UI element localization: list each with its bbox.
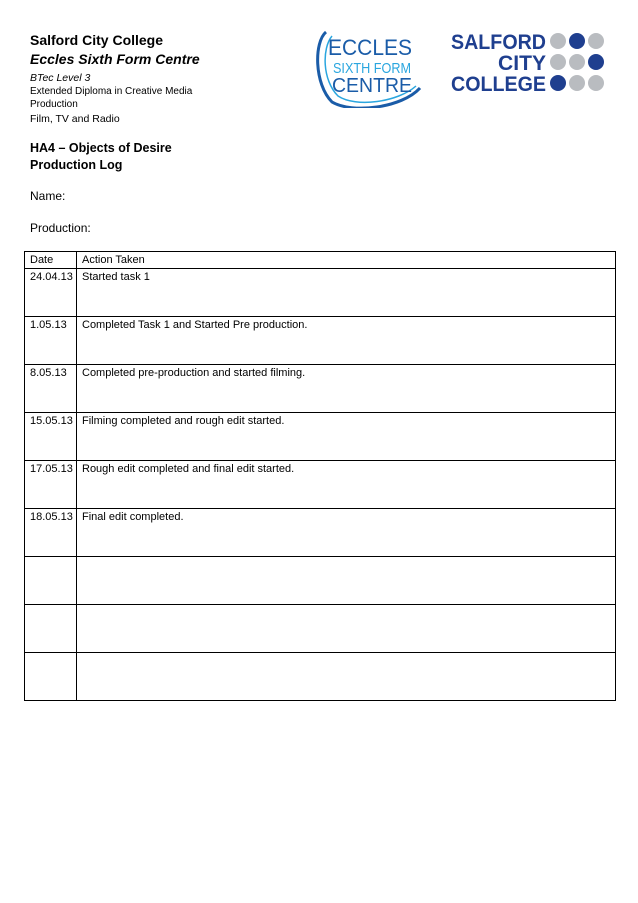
column-header-action: Action Taken (77, 252, 616, 269)
column-header-date: Date (25, 252, 77, 269)
college-name: Salford City College (30, 32, 164, 48)
course-strand: Film, TV and Radio (30, 113, 120, 125)
salford-logo-line3: COLLEGE (451, 73, 546, 95)
logo-dot (550, 54, 566, 70)
salford-logo-line1: SALFORD (451, 31, 546, 54)
action-cell: Completed Task 1 and Started Pre production. (77, 317, 616, 365)
table-row (25, 605, 616, 653)
date-cell: 8.05.13 (25, 365, 77, 413)
eccles-logo-line1: ECCLES (328, 35, 412, 60)
logo-dot (550, 75, 566, 91)
document-header (30, 31, 290, 126)
name-label: Name: (30, 189, 66, 203)
date-cell: 18.05.13 (25, 509, 77, 557)
table-row (25, 557, 616, 605)
salford-logo-dots (550, 33, 604, 91)
course-level: BTec Level 3 (30, 72, 91, 84)
date-cell: 15.05.13 (25, 413, 77, 461)
date-cell (25, 653, 77, 701)
production-label: Production: (30, 221, 91, 235)
logo-dot (569, 75, 585, 91)
action-cell: Started task 1 (77, 269, 616, 317)
logo-dot (569, 54, 585, 70)
table-row (25, 461, 616, 509)
action-cell: Rough edit completed and final edit started. (77, 461, 616, 509)
logo-dot (588, 33, 604, 49)
action-cell: Completed pre-production and started filming. (77, 365, 616, 413)
table-row (25, 365, 616, 413)
date-cell (25, 605, 77, 653)
logo-dot (588, 75, 604, 91)
table-row (25, 653, 616, 701)
table-row (25, 269, 616, 317)
unit-subtitle: Production Log (30, 158, 123, 172)
table-row (25, 509, 616, 557)
centre-name: Eccles Sixth Form Centre (30, 51, 200, 67)
table-row (25, 317, 616, 365)
action-cell (77, 653, 616, 701)
production-log-table (24, 251, 616, 701)
date-cell: 17.05.13 (25, 461, 77, 509)
eccles-logo-line3: CENTRE (332, 75, 412, 97)
logo-dot (588, 54, 604, 70)
salford-logo-line2: CITY (498, 52, 546, 75)
logo-dot (569, 33, 585, 49)
unit-title: HA4 – Objects of Desire (30, 141, 172, 155)
table-row (25, 413, 616, 461)
logo-dot (550, 33, 566, 49)
unit-heading (30, 140, 280, 174)
date-cell: 1.05.13 (25, 317, 77, 365)
action-cell (77, 557, 616, 605)
eccles-logo-line2: SIXTH FORM (333, 60, 411, 77)
action-cell: Final edit completed. (77, 509, 616, 557)
action-cell (77, 605, 616, 653)
eccles-logo (312, 28, 424, 108)
date-cell (25, 557, 77, 605)
course-title: Extended Diploma in Creative Media Production (30, 86, 193, 110)
salford-logo (450, 29, 612, 95)
date-cell: 24.04.13 (25, 269, 77, 317)
action-cell: Filming completed and rough edit started. (77, 413, 616, 461)
table-header-row (25, 252, 616, 269)
